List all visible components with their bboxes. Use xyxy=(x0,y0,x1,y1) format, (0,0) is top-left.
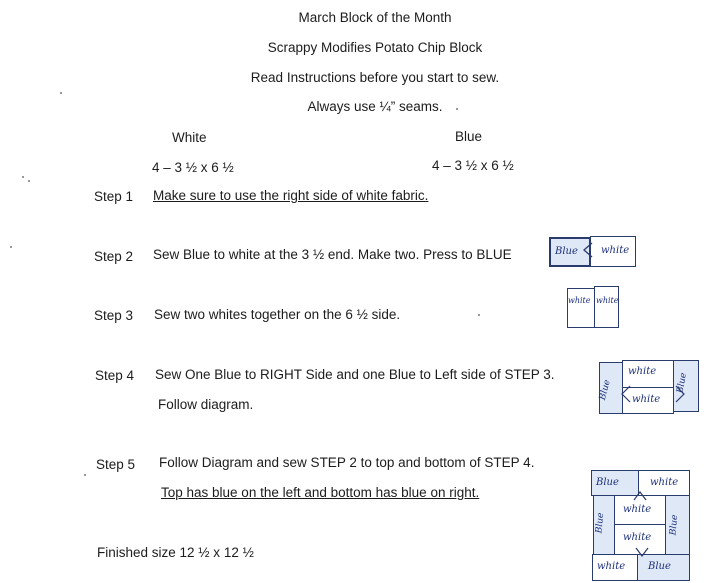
scan-speck xyxy=(10,246,12,248)
step-5-bottom-white-label: white xyxy=(597,561,626,572)
instruction-note: Read Instructions before you start to sew. xyxy=(250,70,500,85)
step-3-label: Step 3 xyxy=(94,308,134,323)
scan-speck xyxy=(478,314,480,316)
step-4-press-arrows-icon xyxy=(612,382,702,406)
step-5-bottom-blue-label: Blue xyxy=(648,561,671,572)
page-title: March Block of the Month xyxy=(298,10,452,25)
step-5-text: Follow Diagram and sew STEP 2 to top and bottom of STEP 4. xyxy=(159,455,535,470)
scan-speck xyxy=(84,474,86,476)
step-2-blue-label: Blue xyxy=(555,246,578,257)
step-2-press-arrow-icon xyxy=(580,240,596,260)
step-3-text: Sew two whites together on the 6 ½ side. xyxy=(154,307,401,322)
step-1-text: Make sure to use the right side of white fabric. xyxy=(153,188,429,203)
step-3-white-label-1: white xyxy=(568,296,591,305)
step-5-top-blue-label: Blue xyxy=(596,477,619,488)
step-4-right-blue-label: Blue xyxy=(675,371,690,395)
step-4-bottom-white-label: white xyxy=(632,394,661,405)
step-5-press-arrows-icon xyxy=(614,482,668,566)
step-4-text-line2: Follow diagram. xyxy=(158,397,254,412)
step-5-center-bottom-white-label: white xyxy=(623,532,652,543)
step-5-text-line2: Top has blue on the left and bottom has blue on right. xyxy=(161,485,480,500)
scan-speck xyxy=(456,108,458,110)
scan-speck xyxy=(60,92,62,94)
step-2-label: Step 2 xyxy=(94,249,134,264)
blue-column-heading: Blue xyxy=(455,129,483,144)
step-3-white-label-2: white xyxy=(596,296,619,305)
step-4-text: Sew One Blue to RIGHT Side and one Blue to Left side of STEP 3. xyxy=(155,367,555,382)
scan-speck xyxy=(28,180,30,182)
white-cut-spec: 4 – 3 ½ x 6 ½ xyxy=(152,160,234,175)
step-4-label: Step 4 xyxy=(95,368,135,383)
step-4-top-white-label: white xyxy=(628,366,657,377)
step-5-top-white-label: white xyxy=(650,477,679,488)
blue-cut-spec: 4 – 3 ½ x 6 ½ xyxy=(432,158,514,173)
finished-size: Finished size 12 ½ x 12 ½ xyxy=(97,545,254,560)
step-1-label: Step 1 xyxy=(94,189,134,204)
step-2-text: Sew Blue to white at the 3 ½ end. Make two. Press to BLUE xyxy=(153,247,512,262)
step-5-label: Step 5 xyxy=(96,457,136,472)
page-subtitle: Scrappy Modifies Potato Chip Block xyxy=(267,40,483,55)
step-5-center-top-white-label: white xyxy=(623,504,652,515)
seam-note: Always use ¼” seams. xyxy=(307,99,443,114)
step-2-white-label: white xyxy=(601,245,630,256)
step-4-left-blue-label: Blue xyxy=(597,378,613,402)
step-5-right-blue-label: Blue xyxy=(668,514,681,536)
step-5-left-blue-label: Blue xyxy=(594,512,607,534)
scan-speck xyxy=(22,176,24,178)
white-column-heading: White xyxy=(172,130,207,145)
